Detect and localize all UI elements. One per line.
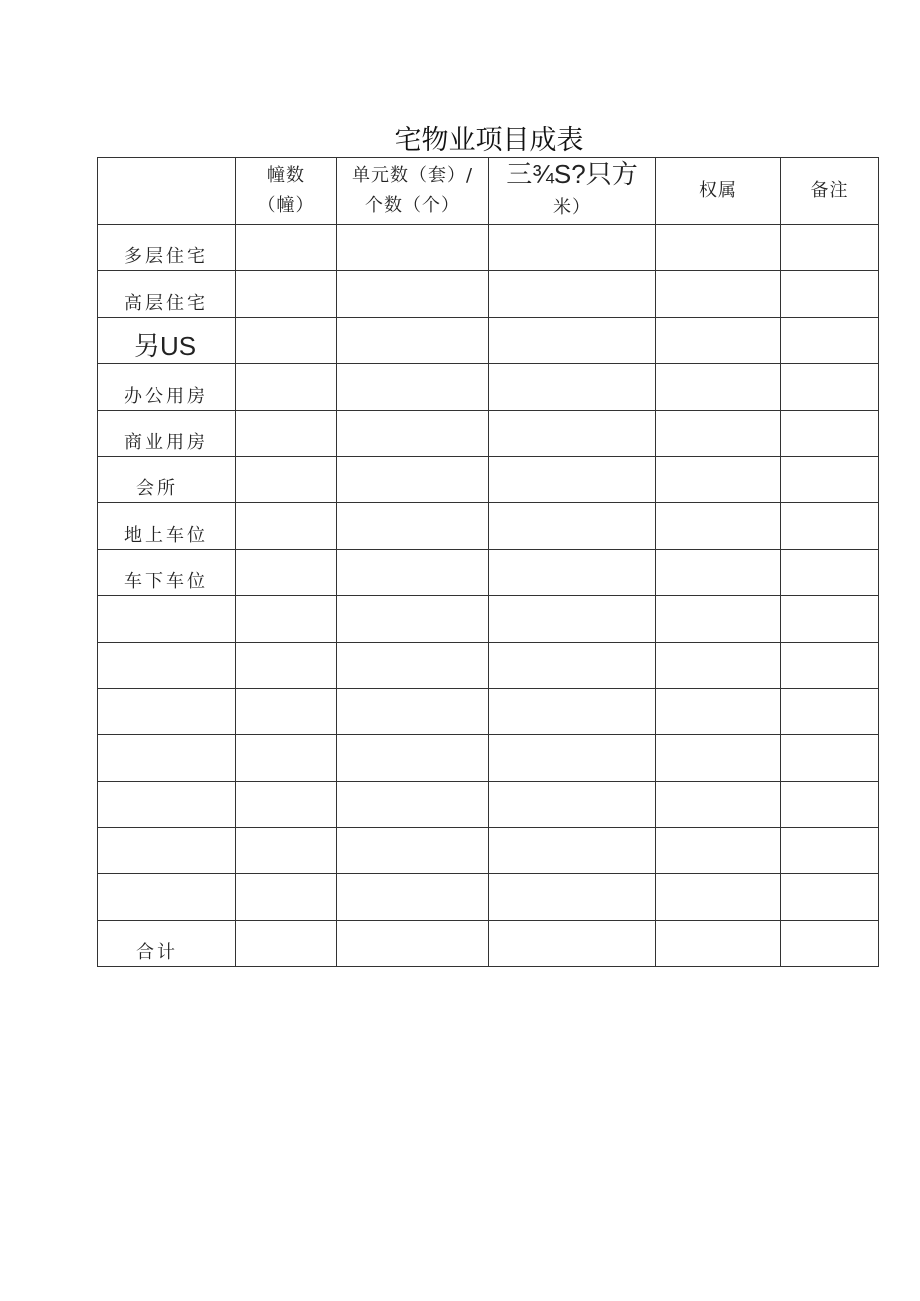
table-row xyxy=(98,688,879,734)
header-text-line: 备注 xyxy=(810,180,849,201)
table-cell xyxy=(337,225,489,271)
table-cell xyxy=(781,225,879,271)
table-cell xyxy=(236,781,337,827)
table-cell xyxy=(781,828,879,874)
table-cell xyxy=(337,503,489,549)
table-row xyxy=(98,642,879,688)
table-cell xyxy=(236,688,337,734)
table-cell xyxy=(781,503,879,549)
summary-table-container xyxy=(97,157,879,967)
row-label: 会所 xyxy=(136,478,178,500)
row-label: 办公用房 xyxy=(124,385,208,407)
table-cell xyxy=(489,920,656,966)
row-label-cell xyxy=(98,596,236,642)
table-cell xyxy=(656,364,781,410)
table-cell xyxy=(656,735,781,781)
row-label-cell xyxy=(98,874,236,920)
table-cell xyxy=(656,642,781,688)
table-row xyxy=(98,549,879,595)
table-row xyxy=(98,225,879,271)
table-cell xyxy=(656,225,781,271)
table-cell xyxy=(236,874,337,920)
table-cell xyxy=(781,364,879,410)
row-label-cell xyxy=(98,781,236,827)
table-cell xyxy=(489,364,656,410)
table-cell xyxy=(489,549,656,595)
table-cell xyxy=(337,410,489,456)
row-label-cell xyxy=(98,735,236,781)
table-row xyxy=(98,503,879,549)
header-text-line: 幢数 xyxy=(267,165,305,186)
header-row xyxy=(98,158,879,225)
row-label-cell xyxy=(98,456,236,502)
table-cell xyxy=(236,642,337,688)
table-cell xyxy=(236,596,337,642)
table-cell xyxy=(236,549,337,595)
header-text-line: （幢） xyxy=(257,195,315,216)
table-cell xyxy=(337,688,489,734)
header-cell-unit-count xyxy=(337,158,489,225)
table-cell xyxy=(236,225,337,271)
table-cell xyxy=(489,271,656,317)
header-garbled-text: 三¾S?只方 xyxy=(506,159,638,189)
row-label: 商业用房 xyxy=(124,431,208,453)
table-row xyxy=(98,317,879,363)
table-cell xyxy=(656,920,781,966)
table-row xyxy=(98,364,879,410)
table-row xyxy=(98,456,879,502)
table-cell xyxy=(656,271,781,317)
row-label: 地上车位 xyxy=(124,524,208,546)
table-cell xyxy=(781,549,879,595)
table-row xyxy=(98,410,879,456)
row-label-cell xyxy=(98,642,236,688)
header-cell-remarks xyxy=(781,158,879,225)
row-label-cell xyxy=(98,271,236,317)
table-cell xyxy=(656,874,781,920)
row-label: 多层住宅 xyxy=(124,246,208,268)
table-cell xyxy=(781,596,879,642)
row-label-cell xyxy=(98,503,236,549)
table-cell xyxy=(337,271,489,317)
table-cell xyxy=(236,828,337,874)
table-cell xyxy=(489,225,656,271)
table-row xyxy=(98,735,879,781)
table-cell xyxy=(781,456,879,502)
table-cell xyxy=(489,874,656,920)
row-label: 车下车位 xyxy=(124,571,208,593)
table-cell xyxy=(337,781,489,827)
table-cell xyxy=(236,317,337,363)
table-cell xyxy=(781,271,879,317)
table-cell xyxy=(236,503,337,549)
table-cell xyxy=(781,781,879,827)
table-cell xyxy=(236,410,337,456)
table-cell xyxy=(489,688,656,734)
table-cell xyxy=(489,317,656,363)
table-cell xyxy=(781,410,879,456)
table-cell xyxy=(337,920,489,966)
table-cell xyxy=(337,874,489,920)
table-cell xyxy=(236,364,337,410)
table-row xyxy=(98,781,879,827)
table-cell xyxy=(781,317,879,363)
table-cell xyxy=(489,642,656,688)
table-cell xyxy=(656,828,781,874)
table-cell xyxy=(337,642,489,688)
header-text-line: 个数（个） xyxy=(365,195,460,216)
page-title: 宅物业项目成表 xyxy=(394,125,584,156)
table-cell xyxy=(656,503,781,549)
table-cell xyxy=(236,735,337,781)
table-cell xyxy=(489,503,656,549)
header-cell-ownership xyxy=(656,158,781,225)
table-cell xyxy=(489,781,656,827)
table-row xyxy=(98,596,879,642)
table-cell xyxy=(489,828,656,874)
table-cell xyxy=(656,317,781,363)
row-label-cell xyxy=(98,549,236,595)
header-cell-area xyxy=(489,158,656,225)
table-cell xyxy=(489,596,656,642)
header-cell-building-count xyxy=(236,158,337,225)
table-cell xyxy=(781,642,879,688)
row-label-cell xyxy=(98,688,236,734)
header-text-line: 权属 xyxy=(699,180,737,201)
table-cell xyxy=(337,317,489,363)
table-row xyxy=(98,828,879,874)
table-body xyxy=(98,158,879,967)
row-label-cell xyxy=(98,317,236,363)
table-cell xyxy=(337,456,489,502)
table-cell xyxy=(781,920,879,966)
header-text-line: 米） xyxy=(553,197,591,218)
table-cell xyxy=(489,410,656,456)
table-cell xyxy=(656,596,781,642)
row-label-cell xyxy=(98,364,236,410)
table-cell xyxy=(337,735,489,781)
row-label-cell xyxy=(98,828,236,874)
table-cell xyxy=(337,828,489,874)
table-cell xyxy=(489,456,656,502)
table-row xyxy=(98,920,879,966)
table-cell xyxy=(337,549,489,595)
table-row xyxy=(98,271,879,317)
row-label: 合计 xyxy=(136,942,178,964)
table-cell xyxy=(656,549,781,595)
table-cell xyxy=(781,874,879,920)
header-text-line: 单元数（套）/ xyxy=(351,165,474,186)
header-text-line xyxy=(489,159,655,193)
table-cell xyxy=(656,781,781,827)
table-cell xyxy=(656,688,781,734)
table-cell xyxy=(337,596,489,642)
table-cell xyxy=(781,735,879,781)
row-label: 高层住宅 xyxy=(124,292,208,314)
table-cell xyxy=(656,456,781,502)
table-cell xyxy=(236,920,337,966)
table-cell xyxy=(489,735,656,781)
table-cell xyxy=(236,456,337,502)
property-summary-table xyxy=(97,157,879,967)
row-label: 另US xyxy=(134,331,197,362)
table-cell xyxy=(781,688,879,734)
header-cell-category xyxy=(98,158,236,225)
table-cell xyxy=(656,410,781,456)
row-label-cell xyxy=(98,410,236,456)
table-row xyxy=(98,874,879,920)
row-label-cell xyxy=(98,920,236,966)
row-label-cell xyxy=(98,225,236,271)
table-cell xyxy=(236,271,337,317)
table-cell xyxy=(337,364,489,410)
